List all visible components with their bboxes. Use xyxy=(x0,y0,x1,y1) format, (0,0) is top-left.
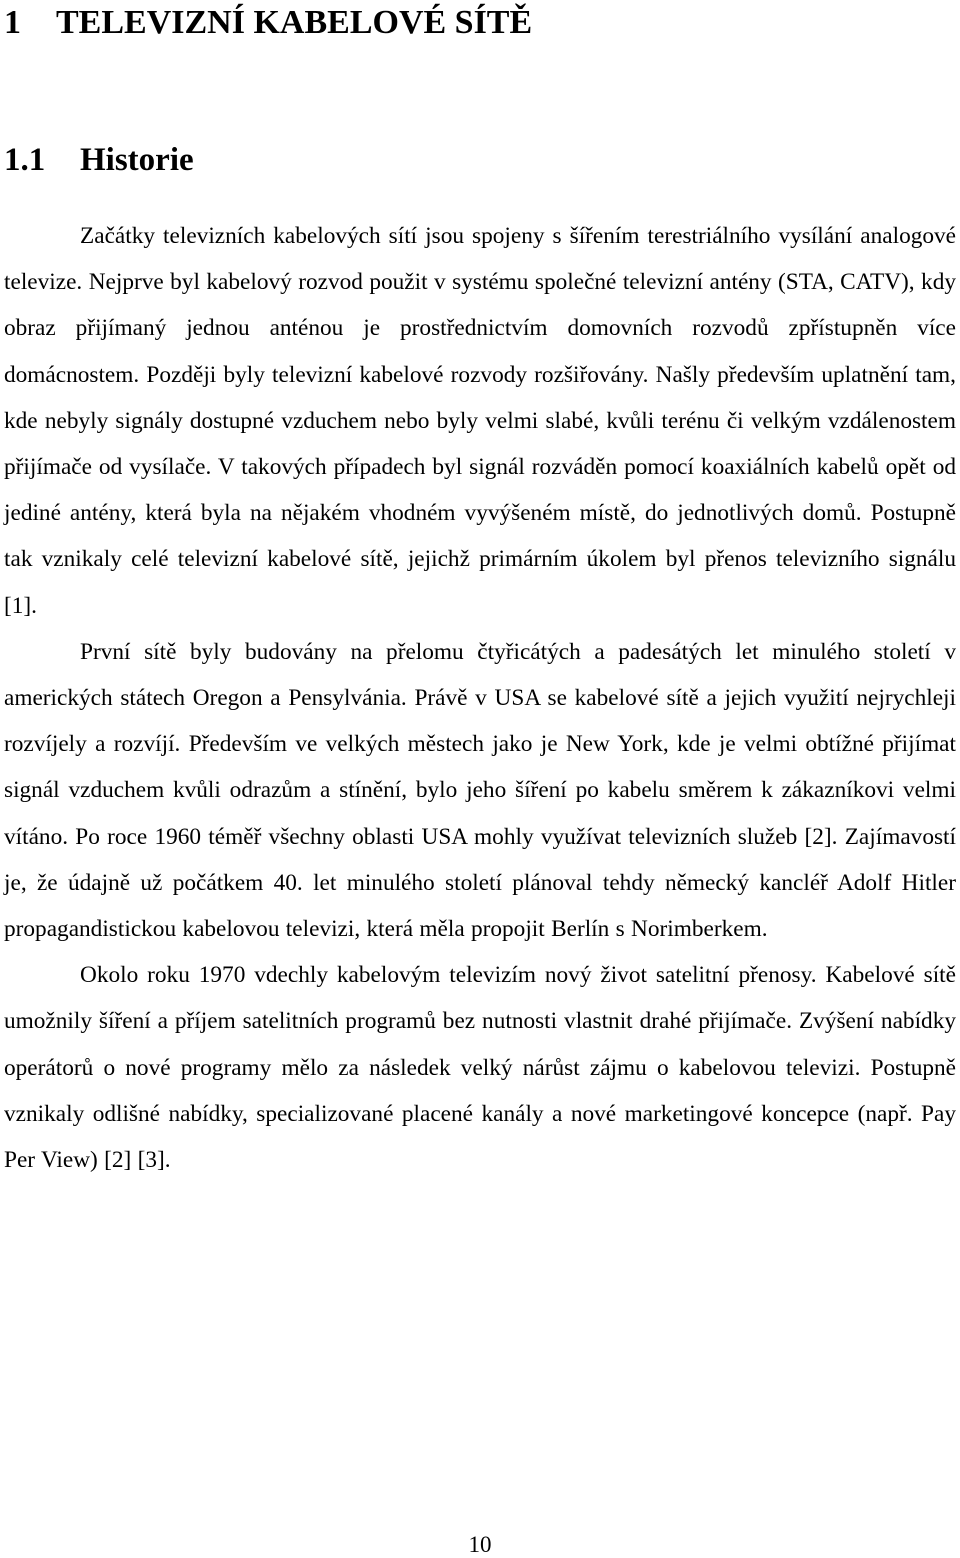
paragraph: Okolo roku 1970 vdechly kabelovým televizím nový život satelitní přenosy. Kabelové sítě umožnily šíření a příjem satelitních programů bez nutnosti vlastnit drahé přijímače. Zvýšení nabídky operátorů o nové programy mělo za následek velký nárůst zájmu o kabelovou televizi. Postupně vznikaly odlišné nabídky, specializované placené kanály a nové marketingové koncepce (např. Pay Per View) [2] [3]. xyxy=(4,962,956,1174)
section-number: 1.1 xyxy=(4,142,46,178)
chapter-title: TELEVIZNÍ KABELOVÉ SÍTĚ xyxy=(56,4,533,41)
section-heading xyxy=(4,144,194,177)
body-text xyxy=(4,213,956,1183)
chapter-number: 1 xyxy=(4,4,21,41)
page-number: 10 xyxy=(468,1532,492,1557)
paragraph: První sítě byly budovány na přelomu čtyřicátých a padesátých let minulého století v amerických státech Oregon a Pensylvánia. Právě v USA se kabelové sítě a jejich využití nejrychleji rozvíjely a rozvíjí. Především ve velkých městech jako je New York, kde je velmi obtížné přijímat signál vzduchem kvůli odrazům a stínění, bylo jeho šíření po kabelu směrem k zákazníkovi velmi vítáno. Po roce 1960 téměř všechny oblasti USA mohly využívat televizních služeb [2]. Zajímavostí je, že údajně už počátkem 40. let minulého století plánoval tehdy německý kancléř Adolf Hitler propagandistickou kabelovou televizi, která měla propojit Berlín s Norimberkem. xyxy=(4,638,956,943)
chapter-heading xyxy=(4,6,532,40)
paragraph: Začátky televizních kabelových sítí jsou spojeny s šířením terestriálního vysílání analogové televize. Nejprve byl kabelový rozvod použit v systému společné televizní antény (STA, CATV), kdy obraz přijímaný jednou anténou je prostřednictvím domovních rozvodů zpřístupněn více domácnostem. Později byly televizní kabelové rozvody rozšiřovány. Našly především uplatnění tam, kde nebyly signály dostupné vzduchem nebo byly velmi slabé, kvůli terénu či velkým vzdálenostem přijímače od vysílače. V takových případech byl signál rozváděn pomocí koaxiálních kabelů opět od jediné antény, která byla na nějakém vhodném vyvýšeném místě, do jednotlivých domů. Postupně tak vznikaly celé televizní kabelové sítě, jejichž primárním úkolem byl přenos televizního signálu [1]. xyxy=(4,223,956,619)
section-title: Historie xyxy=(80,142,194,178)
